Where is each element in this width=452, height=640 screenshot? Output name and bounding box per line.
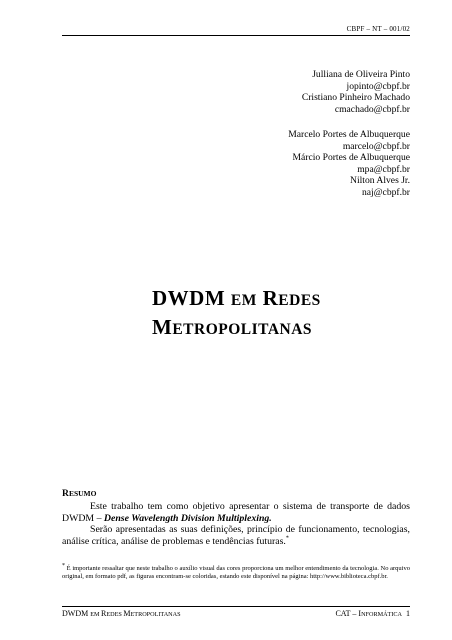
running-header-code: CBPF – NT – 001/02: [346, 25, 410, 33]
author-name: Márcio Portes de Albuquerque: [292, 152, 410, 164]
header-rule: [62, 35, 410, 36]
author-email: jopinto@cbpf.br: [346, 80, 410, 92]
author-block-1: [302, 69, 410, 115]
title-line-2: METROPOLITANAS: [152, 315, 313, 339]
title-line-1: DWDM EM REDES: [152, 286, 321, 310]
abstract-paragraph-1: Este trabalho tem como objetivo apresentar o sistema de transporte de dados DWDM – Dense Wavelength Division Multiplexing.: [62, 501, 410, 524]
author-email: mpa@cbpf.br: [357, 163, 410, 175]
author-name: Julliana de Oliveira Pinto: [312, 69, 410, 80]
footnote-marker: *: [285, 535, 289, 542]
footer-rule: [62, 606, 410, 607]
author-email: marcelo@cbpf.br: [342, 140, 410, 152]
author-block-2: [288, 129, 410, 199]
author-name: Marcelo Portes de Albuquerque: [288, 129, 410, 140]
author-name: Cristiano Pinheiro Machado: [301, 92, 410, 104]
page-number: 1: [406, 609, 410, 618]
running-footer-title: DWDM EM REDES METROPOLITANAS: [62, 609, 181, 618]
author-email: cmachado@cbpf.br: [334, 103, 410, 115]
author-name: Nilton Alves Jr.: [350, 175, 410, 187]
abstract-paragraph-2: Serão apresentadas as suas definições, princípio de funcionamento, tecnologias, análise crítica, análise de problemas e tendências futuras.*: [62, 524, 410, 547]
footnote: * É importante ressaltar que neste trabalho o auxílio visual das cores proporciona um melhor entendimento da tecnologia. No arquivo original, em formato pdf, as figuras encontram-se coloridas, estando este disponível na página: http://www.biblioteca.cbpf.br.: [62, 562, 410, 581]
abstract-heading: RESUMO: [62, 488, 97, 499]
author-email: naj@cbpf.br: [362, 186, 410, 198]
running-footer-section: CAT – INFORMÁTICA 1: [335, 609, 410, 618]
document-title: [152, 285, 321, 343]
